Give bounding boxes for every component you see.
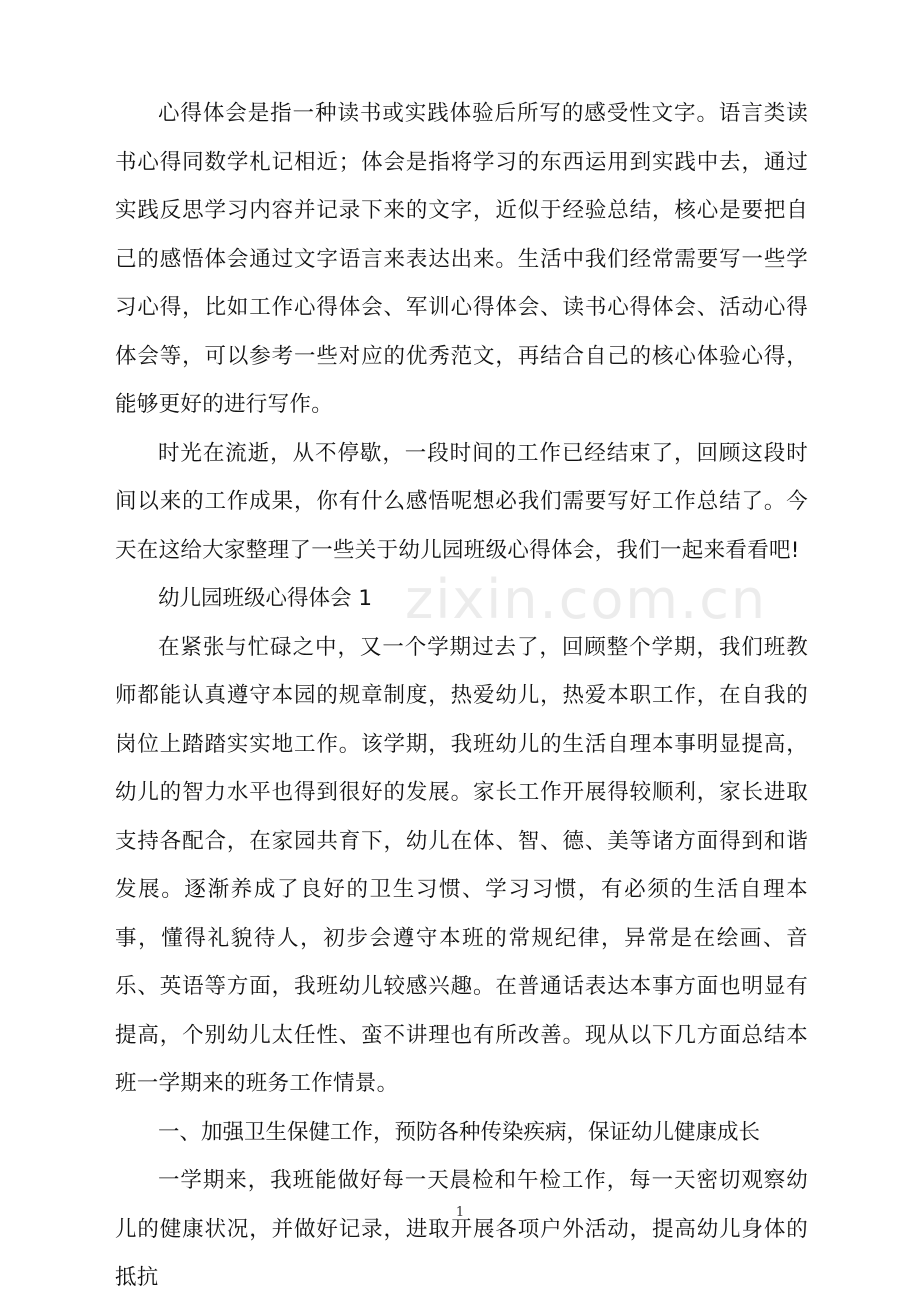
section-heading: 一、加强卫生保健工作，预防各种传染疾病，保证幼儿健康成长 [158,1119,761,1145]
essay-title: 幼儿园班级心得体会 1 [158,586,373,611]
document-body [115,90,808,1303]
watermark: zixin.com.cn [405,568,768,631]
essay-paragraph: 在紧张与忙碌之中，又一个学期过去了，回顾整个学期，我们班教师都能认真遵守本园的规章制度，热爱幼儿，热爱本职工作，在自我的岗位上踏踏实实地工作。该学期，我班幼儿的生活自理本事明显提高，幼儿的智力水平也得到很好的发展。家长工作开展得较顺利，家长进取支持各配合，在家园共育下，幼儿在体、智、德、美等诸方面得到和谐发展。逐渐养成了良好的卫生习惯、学习习惯，有必须的生活自理本事，懂得礼貌待人，初步会遵守本班的常规纪律，异常是在绘画、音乐、英语等方面，我班幼儿较感兴趣。在普通话表达本事方面也明显有提高，个别幼儿太任性、蛮不讲理也有所改善。现从以下几方面总结本班一学期来的班务工作情景。 [115,634,808,1096]
page-number: 1 [455,1205,465,1220]
preface-paragraph: 时光在流逝，从不停歇，一段时间的工作已经结束了，回顾这段时间以来的工作成果，你有什么感悟呢想必我们需要写好工作总结了。今天在这给大家整理了一些关于幼儿园班级心得体会，我们一起来看看吧! [115,440,808,563]
section-paragraph: 一学期来，我班能做好每一天晨检和午检工作，每一天密切观察幼儿的健康状况，并做好记录，进取开展各项户外活动，提高幼儿身体的抵抗 [115,1168,808,1290]
intro-paragraph: 心得体会是指一种读书或实践体验后所写的感受性文字。语言类读书心得同数学札记相近；体会是指将学习的东西运用到实践中去，通过实践反思学习内容并记录下来的文字，近似于经验总结，核心是要把自己的感悟体会通过文字语言来表达出来。生活中我们经常需要写一些学习心得，比如工作心得体会、军训心得体会、读书心得体会、活动心得体会等，可以参考一些对应的优秀范文，再结合自己的核心体验心得，能够更好的进行写作。 [115,101,808,417]
